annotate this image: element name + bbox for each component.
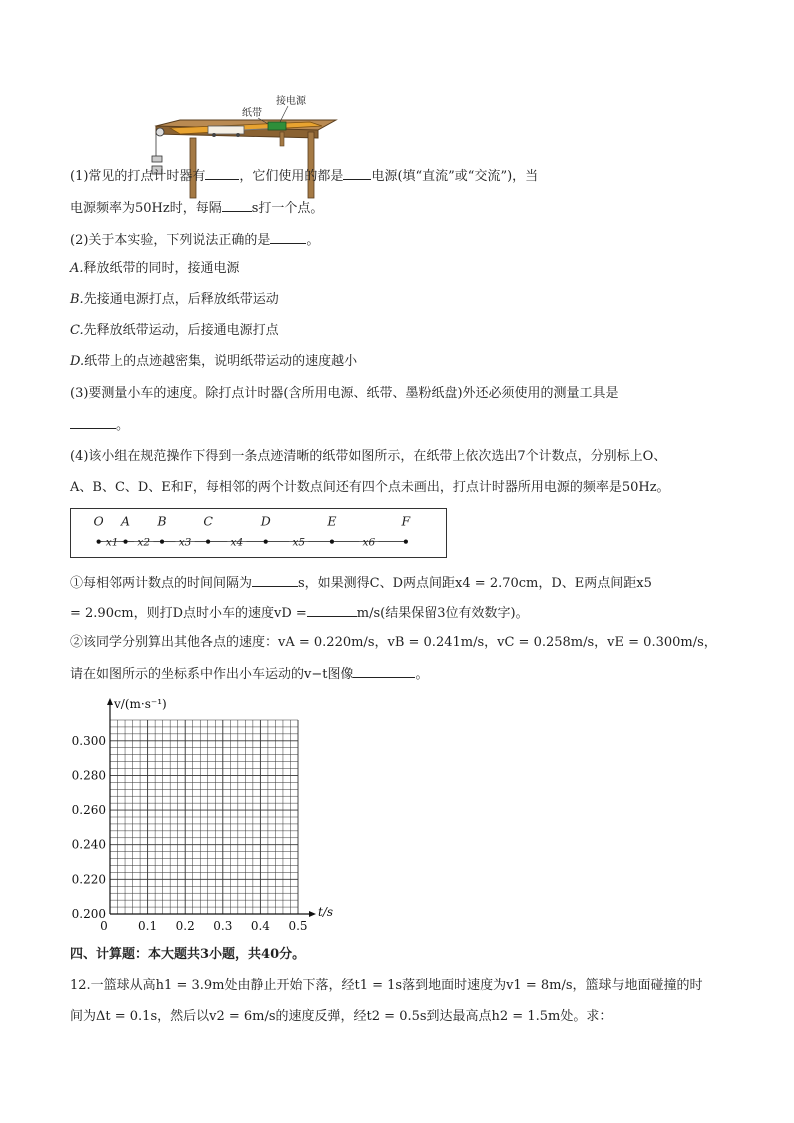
tape-point-label: C bbox=[203, 513, 213, 529]
segment-label: x2 bbox=[137, 536, 151, 549]
x-tick-label: 0.2 bbox=[175, 919, 195, 933]
answer-blank[interactable] bbox=[353, 664, 415, 678]
paper-tape-figure bbox=[70, 508, 447, 558]
option-c[interactable]: C.先释放纸带运动，后接通电源打点 bbox=[70, 323, 279, 338]
segment-label: x1 bbox=[105, 536, 119, 549]
tape-point-label: E bbox=[327, 513, 337, 529]
y-tick-label: 0.260 bbox=[71, 803, 106, 818]
y-tick-label: 0.200 bbox=[71, 907, 106, 921]
y-tick-label: 0.280 bbox=[71, 768, 106, 783]
question-3-stem: (3)要测量小车的速度。除打点计时器(含所用电源、纸带、墨粉纸盘)外还必须使用的测量工具是 bbox=[70, 386, 619, 401]
tape-point-label: B bbox=[157, 513, 167, 529]
answer-blank[interactable] bbox=[307, 603, 357, 617]
segment-label: x4 bbox=[230, 536, 244, 549]
section-4-heading: 四、计算题：本大题共3小题，共40分。 bbox=[70, 947, 306, 962]
answer-blank[interactable] bbox=[343, 166, 371, 180]
x-tick-label: 0.4 bbox=[250, 919, 270, 933]
x-axis-arrow bbox=[309, 911, 316, 917]
x-axis-label: t/s bbox=[318, 905, 334, 919]
question-4-sub-2-line-2: 请在如图所示的坐标系中作出小车运动的v−t图像 。 bbox=[70, 664, 428, 684]
question-2-stem: (2)关于本实验，下列说法正确的是 。 bbox=[70, 230, 319, 250]
question-12-line-2: 间为Δt = 0.1s，然后以v2 = 6m/s的速度反弹，经t2 = 0.5s到达最高点h2 = 1.5m处。求： bbox=[70, 1009, 613, 1024]
question-1-line-1: (1)常见的打点计时器有 ，它们使用的都是 电源(填“直流”或“交流”)，当 bbox=[70, 166, 538, 186]
answer-blank[interactable] bbox=[252, 573, 298, 587]
tape-label: 纸带 bbox=[242, 108, 262, 119]
question-4-sub-1-line-1: ①每相邻两计数点的时间间隔为 s，如果测得C、D两点间距x4 = 2.70cm，D、E两点间距x5 bbox=[70, 573, 652, 593]
option-d[interactable]: D.纸带上的点迹越密集，说明纸带运动的速度越小 bbox=[70, 354, 358, 369]
y-tick-label: 0.300 bbox=[71, 733, 106, 748]
x-tick-label: 0 bbox=[100, 919, 108, 933]
tape-dot-F bbox=[404, 540, 408, 544]
tape-point-label: A bbox=[121, 513, 131, 529]
question-1-line-2: 电源频率为50Hz时，每隔 s打一个点。 bbox=[70, 198, 323, 218]
answer-blank[interactable] bbox=[270, 230, 306, 244]
tape-dot-B bbox=[160, 540, 164, 544]
x-tick-label: 0.3 bbox=[213, 919, 233, 933]
option-a[interactable]: A.释放纸带的同时，接通电源 bbox=[70, 261, 240, 276]
tape-point-label: O bbox=[93, 513, 104, 529]
segment-label: x3 bbox=[178, 536, 192, 549]
question-4-line-2: A、B、C、D、E和F，每相邻的两个计数点间还有四个点未画出，打点计时器所用电源的频率是50Hz。 bbox=[70, 480, 670, 495]
question-4-sub-1-line-2: = 2.90cm，则打D点时小车的速度vD = m/s(结果保留3位有效数字)。 bbox=[70, 603, 529, 623]
tape-dot-D bbox=[264, 540, 268, 544]
segment-label: x5 bbox=[292, 536, 306, 549]
tape-dot-A bbox=[123, 540, 127, 544]
y-tick-label: 0.240 bbox=[71, 837, 106, 852]
segment-label: x6 bbox=[362, 536, 376, 549]
tape-dot-C bbox=[206, 540, 210, 544]
tape-point-label: D bbox=[260, 513, 271, 529]
x-tick-label: 0.5 bbox=[288, 919, 308, 933]
option-b[interactable]: B.先接通电源打点，后释放纸带运动 bbox=[70, 292, 279, 307]
question-4-line-1: (4)该小组在规范操作下得到一条点迹清晰的纸带如图所示，在纸带上依次选出7个计数点，分别标上O、 bbox=[70, 449, 667, 464]
question-3-answer-line: 。 bbox=[70, 415, 129, 435]
answer-blank[interactable] bbox=[70, 415, 116, 429]
power-label: 接电源 bbox=[276, 96, 306, 107]
question-12-line-1: 12.一篮球从高h1 = 3.9m处由静止开始下落，经t1 = 1s落到地面时速度为v1 = 8m/s，篮球与地面碰撞的时 bbox=[70, 978, 703, 993]
tape-dot-O bbox=[97, 540, 101, 544]
y-axis-label: v/(m·s⁻¹) bbox=[114, 697, 167, 711]
answer-blank[interactable] bbox=[205, 166, 239, 180]
x-tick-label: 0.1 bbox=[138, 919, 158, 933]
answer-blank[interactable] bbox=[222, 198, 252, 212]
v-t-graph bbox=[64, 694, 334, 933]
question-4-sub-2-line-1: ②该同学分别算出其他各点的速度：vA = 0.220m/s，vB = 0.241m/s，vC = 0.258m/s，vE = 0.300m/s， bbox=[70, 635, 717, 650]
y-tick-label: 0.220 bbox=[71, 872, 106, 887]
y-axis-arrow bbox=[107, 698, 113, 705]
tape-dot-E bbox=[330, 540, 334, 544]
tape-point-label: F bbox=[401, 513, 411, 529]
